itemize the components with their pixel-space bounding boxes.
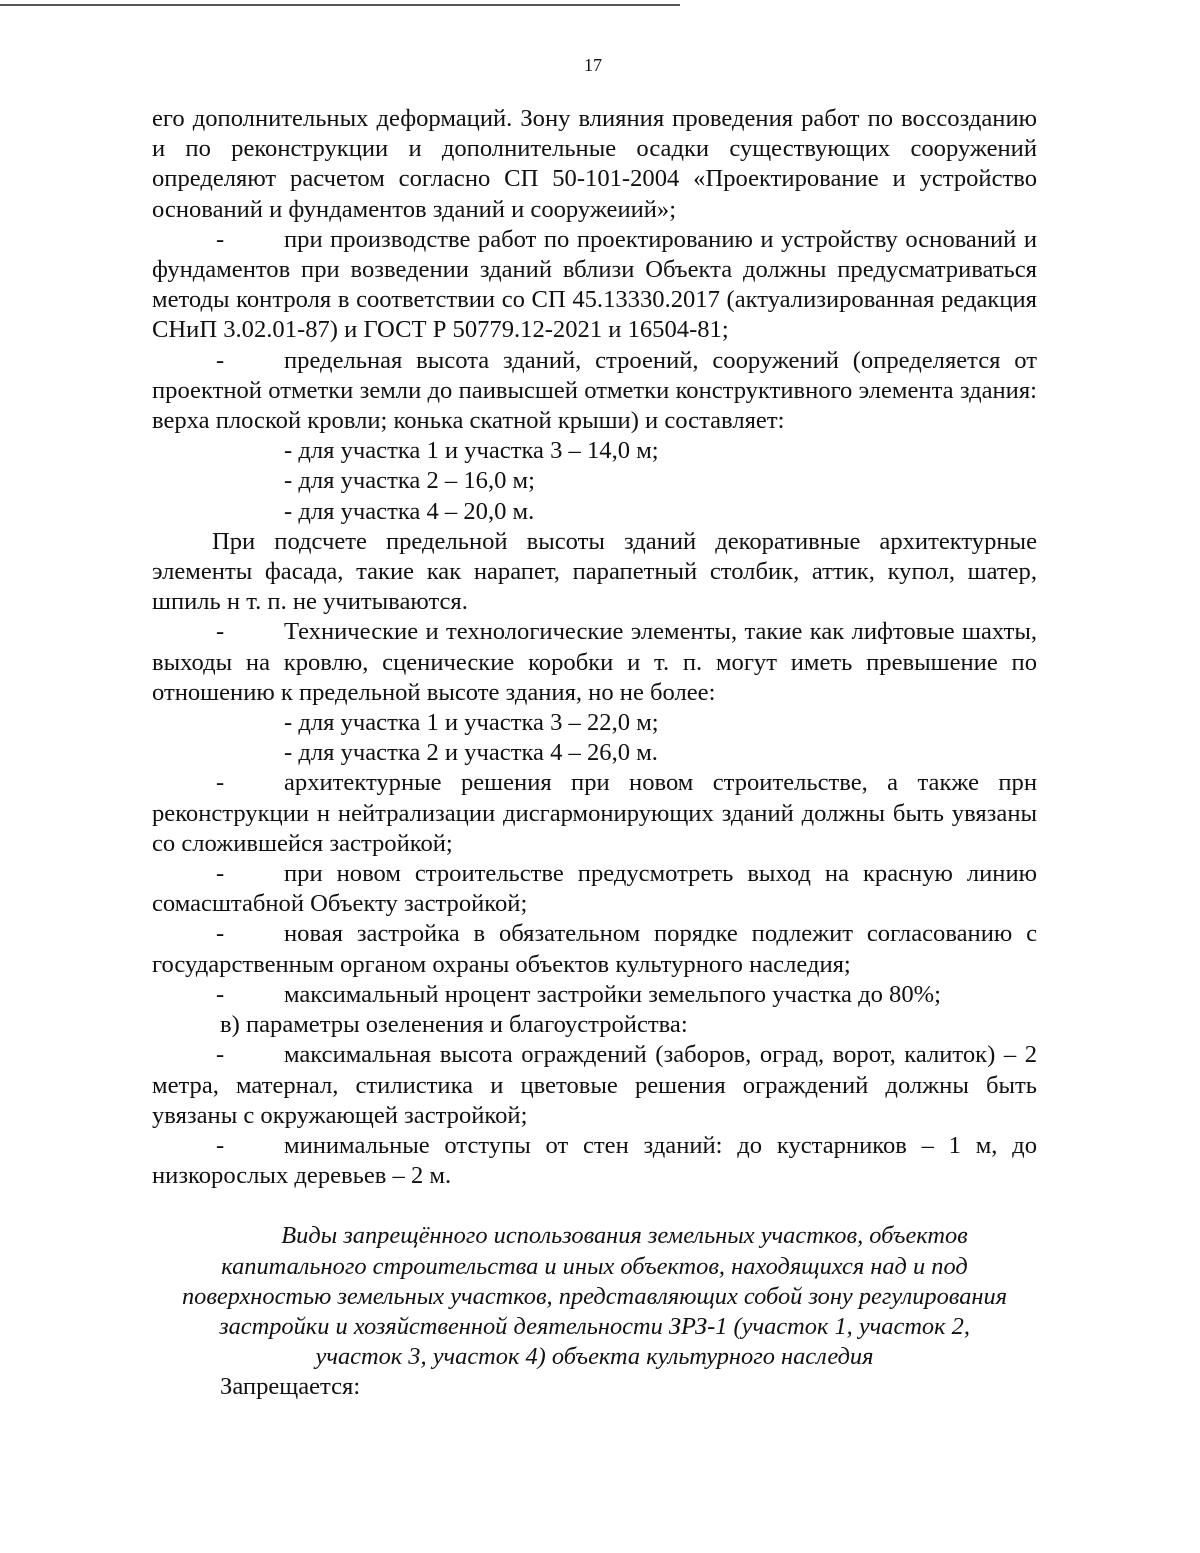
paragraph-text: максимальная высота ограждений (заборов, оград, ворот, калиток) – 2 метра, матернал, стилистика и цветовые решения ограждений должны быть увязаны с окружающей застройкой;	[152, 1041, 1037, 1129]
paragraph-text: - для участка 1 и участка 3 – 14,0 м;	[284, 437, 659, 465]
section-heading-line: капитального строительства и иных объектов, находящихся над и под	[221, 1252, 968, 1280]
prohibited-label: Запрещается:	[220, 1373, 361, 1401]
sub-item	[152, 466, 1037, 496]
paragraph-text: новая застройка в обязательном порядке подлежит согласованию с государственным органом охраны объектов культурного наследия;	[152, 920, 1037, 978]
paragraph	[152, 104, 1037, 225]
dash-marker: -	[216, 1041, 225, 1069]
bullet-paragraph	[152, 346, 1037, 437]
document-body	[152, 104, 1037, 1403]
dash-marker: -	[216, 980, 225, 1008]
section-gap	[152, 1191, 1037, 1221]
bullet-paragraph	[152, 859, 1037, 919]
paragraph-text: максимальный нроцент застройки земельпого участка до 80%;	[284, 980, 941, 1008]
top-rule	[0, 4, 680, 6]
paragraph-text: - для участка 4 – 20,0 м.	[284, 497, 535, 525]
paragraph-text: в) параметры озеленения и благоустройства:	[220, 1011, 688, 1039]
bullet-paragraph	[152, 1040, 1037, 1131]
paragraph-text: Технические и технологические элементы, такие как лифтовые шахты, выходы на кровлю, сценические коробки и т. п. могут иметь превышение по отношению к предельной высоте здания, но не более:	[152, 618, 1037, 706]
bullet-paragraph	[152, 768, 1037, 859]
section-heading-line: участок 3, участок 4) объекта культурного наследия	[315, 1343, 874, 1371]
paragraph-text: его дополнительных деформаций. Зону влияния проведения работ по воссозданию и по реконструкции и дополнительные осадки существующих сооружений определяют расчетом согласно СП 50-101-2004 «Проектирование и устройство оснований и фундаментов зданий и сооружеиий»;	[152, 105, 1037, 223]
dash-marker: -	[216, 346, 225, 374]
paragraph-text: при производстве работ по проектированию и устройству оснований и фундаментов при возведении зданий вблизи Объекта должны предусматриваться методы контроля в соответствии со СП 45.13330.2017 (актуализированная редакция СНиП 3.02.01-87) и ГОСТ Р 50779.12-2021 и 16504-81;	[152, 225, 1037, 344]
sub-item	[152, 497, 1037, 527]
paragraph-text: архитектурные решения при новом строительстве, а также прн реконструкции н нейтрализации дисгармонирующих зданий должны быть увязаны со сложившейся застройкой;	[152, 769, 1037, 857]
sub-item	[152, 738, 1037, 768]
dash-marker: -	[216, 769, 225, 797]
section-heading-line: застройки и хозяйственной деятельности ЗРЗ-1 (участок 1, участок 2,	[219, 1312, 970, 1340]
page-number: 17	[584, 55, 602, 75]
dash-marker: -	[216, 618, 225, 646]
paragraph-text: при новом строительстве предусмотреть выход на красную линию сомасштабной Объекту застройкой;	[152, 860, 1037, 918]
paragraph	[152, 527, 1037, 618]
paragraph-text: предельная высота зданий, строений, сооружений (определяется от проектной отметки земли до паивысшей отметки конструктивного элемента здания: верха плоской кровли; конька скатной крыши) и составляет:	[152, 346, 1037, 435]
paragraph-text: минимальные отступы от стен зданий: до кустарников – 1 м, до низкорослых деревьев – 2 м.	[152, 1131, 1037, 1190]
section-heading	[152, 1221, 1037, 1372]
paragraph-list	[152, 104, 1037, 1191]
section-heading-line: поверхностью земельных участков, представляющих собой зону регулирования	[181, 1282, 1008, 1310]
list-item	[152, 1010, 1037, 1040]
section-heading-line: Виды запрещённого использования земельных участков, объектов	[281, 1222, 968, 1250]
dash-marker: -	[216, 1131, 225, 1159]
paragraph-text: - для участка 1 и участка 3 – 22,0 м;	[284, 709, 659, 737]
paragraph-text: - для участка 2 – 16,0 м;	[284, 467, 535, 495]
paragraph-text: При подсчете предельной высоты зданий декоративные архитектурные элементы фасада, такие как нарапет, парапетный столбик, аттик, купол, шатер, шпиль н т. п. не учитываются.	[152, 527, 1037, 616]
bullet-paragraph	[152, 617, 1037, 708]
sub-item	[152, 436, 1037, 466]
bullet-paragraph	[152, 1131, 1037, 1191]
dash-marker: -	[216, 920, 225, 948]
bullet-paragraph	[152, 225, 1037, 346]
sub-item	[152, 708, 1037, 738]
dash-marker: -	[216, 860, 225, 888]
bullet-paragraph	[152, 980, 1037, 1010]
paragraph-text: - для участка 2 и участка 4 – 26,0 м.	[284, 739, 658, 767]
dash-marker: -	[216, 225, 225, 253]
bullet-paragraph	[152, 919, 1037, 979]
